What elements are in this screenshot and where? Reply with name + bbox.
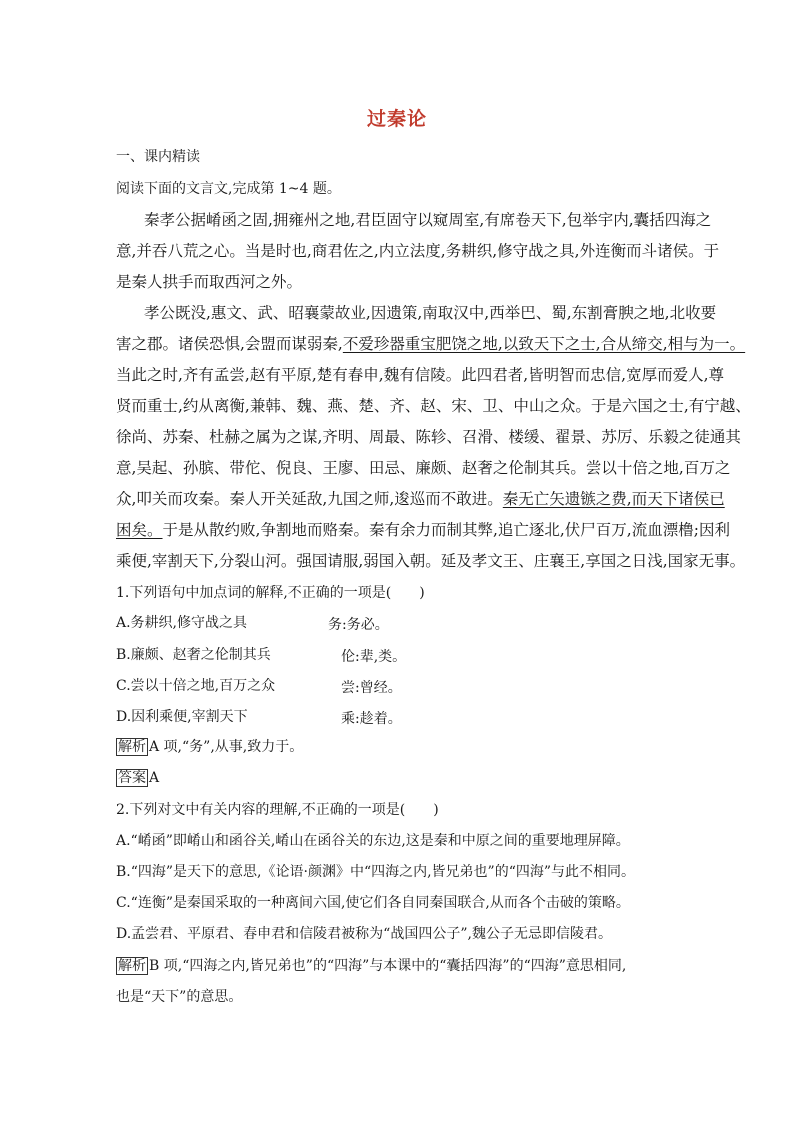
question-1-option: C.尝以十倍之地,百万之众 xyxy=(116,678,276,694)
passage-text: 害之郡。诸侯恐惧,会盟而谋弱秦, xyxy=(116,335,343,353)
passage-line: 孝公既没,惠文、武、昭襄蒙故业,因遗策,南取汉中,西举巴、蜀,东割膏腴之地,北收要 xyxy=(144,304,717,322)
passage-text: 众,叩关而攻秦。秦人开关延敌,九国之师,逡巡而不敢进。 xyxy=(116,490,503,508)
question-1-option-explanation: 务:务必。 xyxy=(328,617,389,633)
question-1-option: D.因利乘便,宰割天下 xyxy=(116,709,248,725)
passage-line xyxy=(116,490,725,508)
instruction: 阅读下面的文言文,完成第 1~4 题。 xyxy=(116,181,341,197)
passage-text: 于是从散约败,争割地而赂秦。秦有余力而制其弊,追亡逐北,伏尸百万,流血漂橹;因利 xyxy=(162,521,730,539)
question-1-analysis xyxy=(116,738,303,756)
passage-line xyxy=(116,521,730,539)
passage-line: 意,并吞八荒之心。当是时也,商君佐之,内立法度,务耕织,修守战之具,外连衡而斗诸侯。于 xyxy=(116,242,720,260)
question-1-answer xyxy=(116,769,159,787)
page-title: 过秦论 xyxy=(366,108,427,130)
question-2-option: A.“崤函”即崤山和函谷关,崤山在函谷关的东边,这是秦和中原之间的重要地理屏障。 xyxy=(116,833,630,849)
passage-line: 当此之时,齐有孟尝,赵有平原,楚有春申,魏有信陵。此四君者,皆明智而忠信,宽厚而爱人,尊 xyxy=(116,366,724,384)
passage-line: 乘便,宰割天下,分裂山河。强国请服,弱国入朝。延及孝文王、庄襄王,享国之日浅,国家无事。 xyxy=(116,552,746,570)
answer-text: A xyxy=(149,770,160,786)
passage-line: 意,吴起、孙膑、带佗、倪良、王廖、田忌、廉颇、赵奢之伦制其兵。尝以十倍之地,百万之 xyxy=(116,459,731,477)
underlined-sentence: 不爱珍器重宝肥饶之地,以致天下之士,合从缔交,相与为一。 xyxy=(342,335,746,353)
question-2-stem: 2.下列对文中有关内容的理解,不正确的一项是( ) xyxy=(116,802,439,818)
question-2-option: D.孟尝君、平原君、春申君和信陵君被称为“战国四公子”,魏公子无忌即信陵君。 xyxy=(116,926,612,942)
question-1-option-explanation: 伦:辈,类。 xyxy=(341,649,407,665)
passage-line: 徐尚、苏秦、杜赫之属为之谋,齐明、周最、陈轸、召滑、楼缓、翟景、苏厉、乐毅之徒通其 xyxy=(116,428,741,446)
question-2-option: C.“连衡”是秦国采取的一种离间六国,使它们各自同秦国联合,从而各个击破的策略。 xyxy=(116,895,630,911)
question-1-option: A.务耕织,修守战之具 xyxy=(116,615,248,631)
passage-line: 是秦人拱手而取西河之外。 xyxy=(116,273,303,291)
question-1-option: B.廉颇、赵奢之伦制其兵 xyxy=(116,647,271,663)
analysis-label: 解析 xyxy=(118,958,146,974)
section-heading: 一、课内精读 xyxy=(116,149,200,165)
passage-line xyxy=(116,335,745,353)
analysis-text: A 项,“务”,从事,致力于。 xyxy=(149,739,304,755)
question-1-option-explanation: 尝:曾经。 xyxy=(341,680,402,696)
question-2-option: B.“四海”是天下的意思,《论语·颜渊》中“四海之内,皆兄弟也”的“四海”与此不相同。 xyxy=(116,864,636,880)
analysis-text: B 项,“四海之内,皆兄弟也”的“四海”与本课中的“囊括四海”的“四海”意思相同, xyxy=(149,958,627,974)
passage-line: 贤而重士,约从离衡,兼韩、魏、燕、楚、齐、赵、宋、卫、中山之众。于是六国之士,有宁越、 xyxy=(116,397,751,415)
analysis-label: 解析 xyxy=(118,739,146,755)
underlined-sentence: 秦无亡矢遗镞之费,而天下诸侯已 xyxy=(502,490,725,508)
question-1-stem: 1.下列语句中加点词的解释,不正确的一项是( ) xyxy=(116,585,425,601)
underlined-sentence: 困矣。 xyxy=(116,521,163,539)
question-2-analysis xyxy=(116,957,626,975)
answer-label: 答案 xyxy=(118,770,146,786)
question-1-option-explanation: 乘:趁着。 xyxy=(341,711,402,727)
question-2-analysis-cont: 也是“天下”的意思。 xyxy=(116,989,243,1005)
passage-line: 秦孝公据崤函之固,拥雍州之地,君臣固守以窥周室,有席卷天下,包举宇内,囊括四海之 xyxy=(144,211,712,229)
